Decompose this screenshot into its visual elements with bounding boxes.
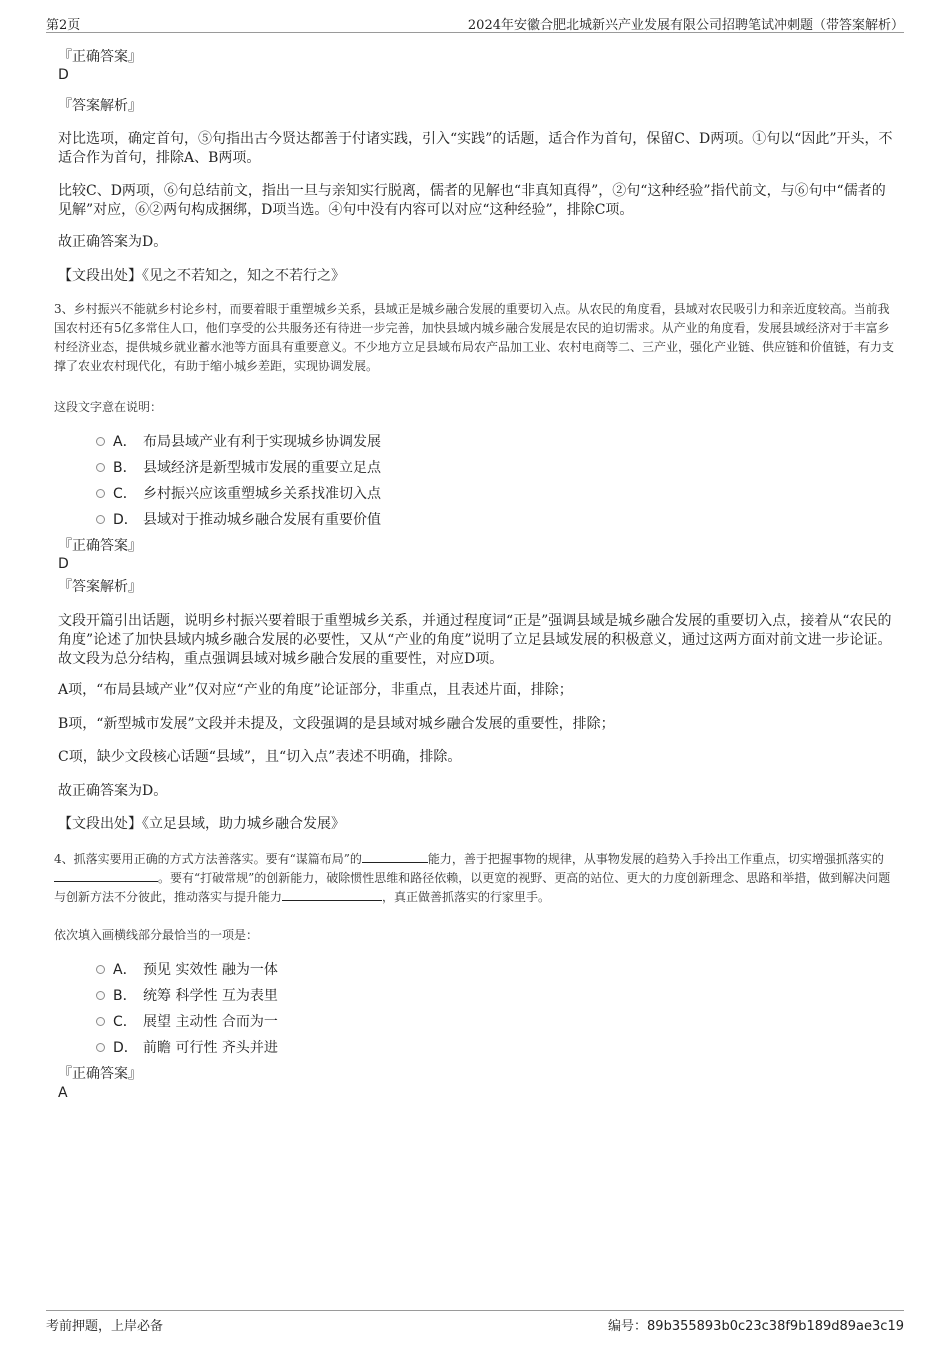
q3-analysis-paragraph: 文段开篇引出话题，说明乡村振兴要着眼于重塑城乡关系，并通过程度词“正是”强调县域是城乡融合发展的重要切入点，接着从“农民的角度”论述了加快县域内城乡融合发展的必要性，又从“产业的角度”说明了立足县域发展的积极意义，通过这两方面对前文进一步论证。故文段为总分结构，重点强调县域对城乡融合发展的重要性，对应D项。	[58, 613, 892, 667]
option-letter: B．	[113, 460, 137, 476]
q3-option-b[interactable]	[96, 457, 381, 477]
q2-answer-label: 『正确答案』	[58, 49, 142, 65]
fill-blank	[54, 870, 158, 882]
q3-answer: D	[58, 556, 69, 572]
fill-blank	[362, 851, 428, 863]
option-text: 县域对于推动城乡融合发展有重要价值	[143, 512, 381, 528]
radio-icon[interactable]	[96, 1043, 105, 1052]
q2-analysis-paragraph: 比较C、D两项，⑥句总结前文，指出一旦与亲知实行脱离，儒者的见解也“非真知真得”，②句“这种经验”指代前文，与⑥句中“儒者的见解”对应，⑥②两句构成捆绑，D项当选。④句中没有内容可以对应“这种经验”，排除C项。	[58, 183, 886, 218]
q4-option-a[interactable]	[96, 959, 278, 979]
q3-option-a[interactable]	[96, 431, 381, 451]
q2-source: 【文段出处】《见之不若知之，知之不若行之》	[58, 268, 345, 284]
fill-blank	[282, 889, 382, 901]
q4-stem	[54, 850, 899, 907]
q4-answer: A	[58, 1085, 68, 1101]
option-letter: C．	[113, 1014, 137, 1030]
option-text: 展望 主动性 合而为一	[143, 1014, 278, 1030]
option-letter: B．	[113, 988, 137, 1004]
q2-analysis-label: 『答案解析』	[58, 98, 142, 114]
q3-source: 【文段出处】《立足县域，助力城乡融合发展》	[58, 816, 345, 832]
stem-text: 能力，善于把握事物的规律，从事物发展的趋势入手拎出工作重点，切实增强抓落实的	[427, 852, 884, 866]
q4-option-d[interactable]	[96, 1037, 278, 1057]
option-text: 统筹 科学性 互为表里	[143, 988, 278, 1004]
q3-analysis-label: 『答案解析』	[58, 579, 142, 595]
q3-question: 这段文字意在说明：	[54, 400, 163, 414]
q4-question: 依次填入画横线部分最恰当的一项是：	[54, 928, 259, 942]
option-text: 预见 实效性 融为一体	[143, 962, 278, 978]
q2-analysis-paragraph: 对比选项，确定首句，⑤句指出古今贤达都善于付诸实践，引入“实践”的话题，适合作为首句，保留C、D两项。①句以“因此”开头，不适合作为首句，排除A、B两项。	[58, 131, 893, 166]
radio-icon[interactable]	[96, 463, 105, 472]
q3-analysis-option-c: C项，缺少文段核心话题“县域”，且“切入点”表述不明确，排除。	[58, 749, 462, 765]
q2-answer: D	[58, 67, 69, 83]
q2-conclusion: 故正确答案为D。	[58, 234, 168, 250]
page-footer	[46, 1310, 904, 1335]
radio-icon[interactable]	[96, 489, 105, 498]
q3-answer-label: 『正确答案』	[58, 538, 142, 554]
stem-text: 4、抓落实要用正确的方式方法善落实。要有“谋篇布局”的	[54, 852, 362, 866]
q3-analysis-option-a: A项，“布局县域产业”仅对应“产业的角度”论证部分，非重点，且表述片面，排除；	[58, 682, 573, 698]
q4-answer-label: 『正确答案』	[58, 1066, 142, 1082]
option-letter: D．	[113, 512, 138, 528]
q3-stem: 3、乡村振兴不能就乡村论乡村，而要着眼于重塑城乡关系，县域正是城乡融合发展的重要切入点。从农民的角度看，县域对农民吸引力和亲近度较高。当前我国农村还有5亿多常住人口，他们享受的公共服务还有待进一步完善，加快县域内城乡融合发展是农民的迫切需求。从产业的角度看，发展县域经济对于丰富乡村经济业态，提供城乡就业蓄水池等方面具有重要意义。不少地方立足县域布局农产品加工业、农村电商等二、三产业，强化产业链、供应链和价值链，有力支撑了农业农村现代化，有助于缩小城乡差距，实现协调发展。	[54, 302, 895, 373]
option-text: 前瞻 可行性 齐头并进	[143, 1040, 278, 1056]
stem-text: ，真正做善抓落实的行家里手。	[382, 890, 551, 904]
q4-option-c[interactable]	[96, 1011, 278, 1031]
option-text: 乡村振兴应该重塑城乡关系找准切入点	[143, 486, 381, 502]
option-text: 布局县域产业有利于实现城乡协调发展	[143, 434, 381, 450]
radio-icon[interactable]	[96, 437, 105, 446]
document-id: 编号：89b355893b0c23c38f9b189d89ae3c19	[608, 1319, 904, 1334]
page-number: 第2页	[46, 18, 81, 33]
q4-option-b[interactable]	[96, 985, 278, 1005]
radio-icon[interactable]	[96, 515, 105, 524]
option-letter: A．	[113, 962, 137, 978]
q3-option-d[interactable]	[96, 509, 381, 529]
document-title: 2024年安徽合肥北城新兴产业发展有限公司招聘笔试冲刺题（带答案解析）	[467, 18, 904, 33]
radio-icon[interactable]	[96, 965, 105, 974]
stem-text: 。要有“打破常规”的创新能力，破除惯性思维和路径依赖，以更宽的视野、更高的站位、更大的力度创新理念、思路和举措，做到解决问题与创新方法不分彼此，推动落实与提升能力	[54, 871, 891, 904]
option-letter: D．	[113, 1040, 138, 1056]
footer-slogan: 考前押题，上岸必备	[46, 1319, 164, 1334]
option-text: 县域经济是新型城市发展的重要立足点	[143, 460, 381, 476]
radio-icon[interactable]	[96, 1017, 105, 1026]
q3-conclusion: 故正确答案为D。	[58, 783, 168, 799]
q3-analysis-option-b: B项，“新型城市发展”文段并未提及，文段强调的是县域对城乡融合发展的重要性，排除；	[58, 716, 615, 732]
radio-icon[interactable]	[96, 991, 105, 1000]
page-header	[46, 12, 904, 33]
option-letter: C．	[113, 486, 137, 502]
option-letter: A．	[113, 434, 137, 450]
q3-option-c[interactable]	[96, 483, 381, 503]
